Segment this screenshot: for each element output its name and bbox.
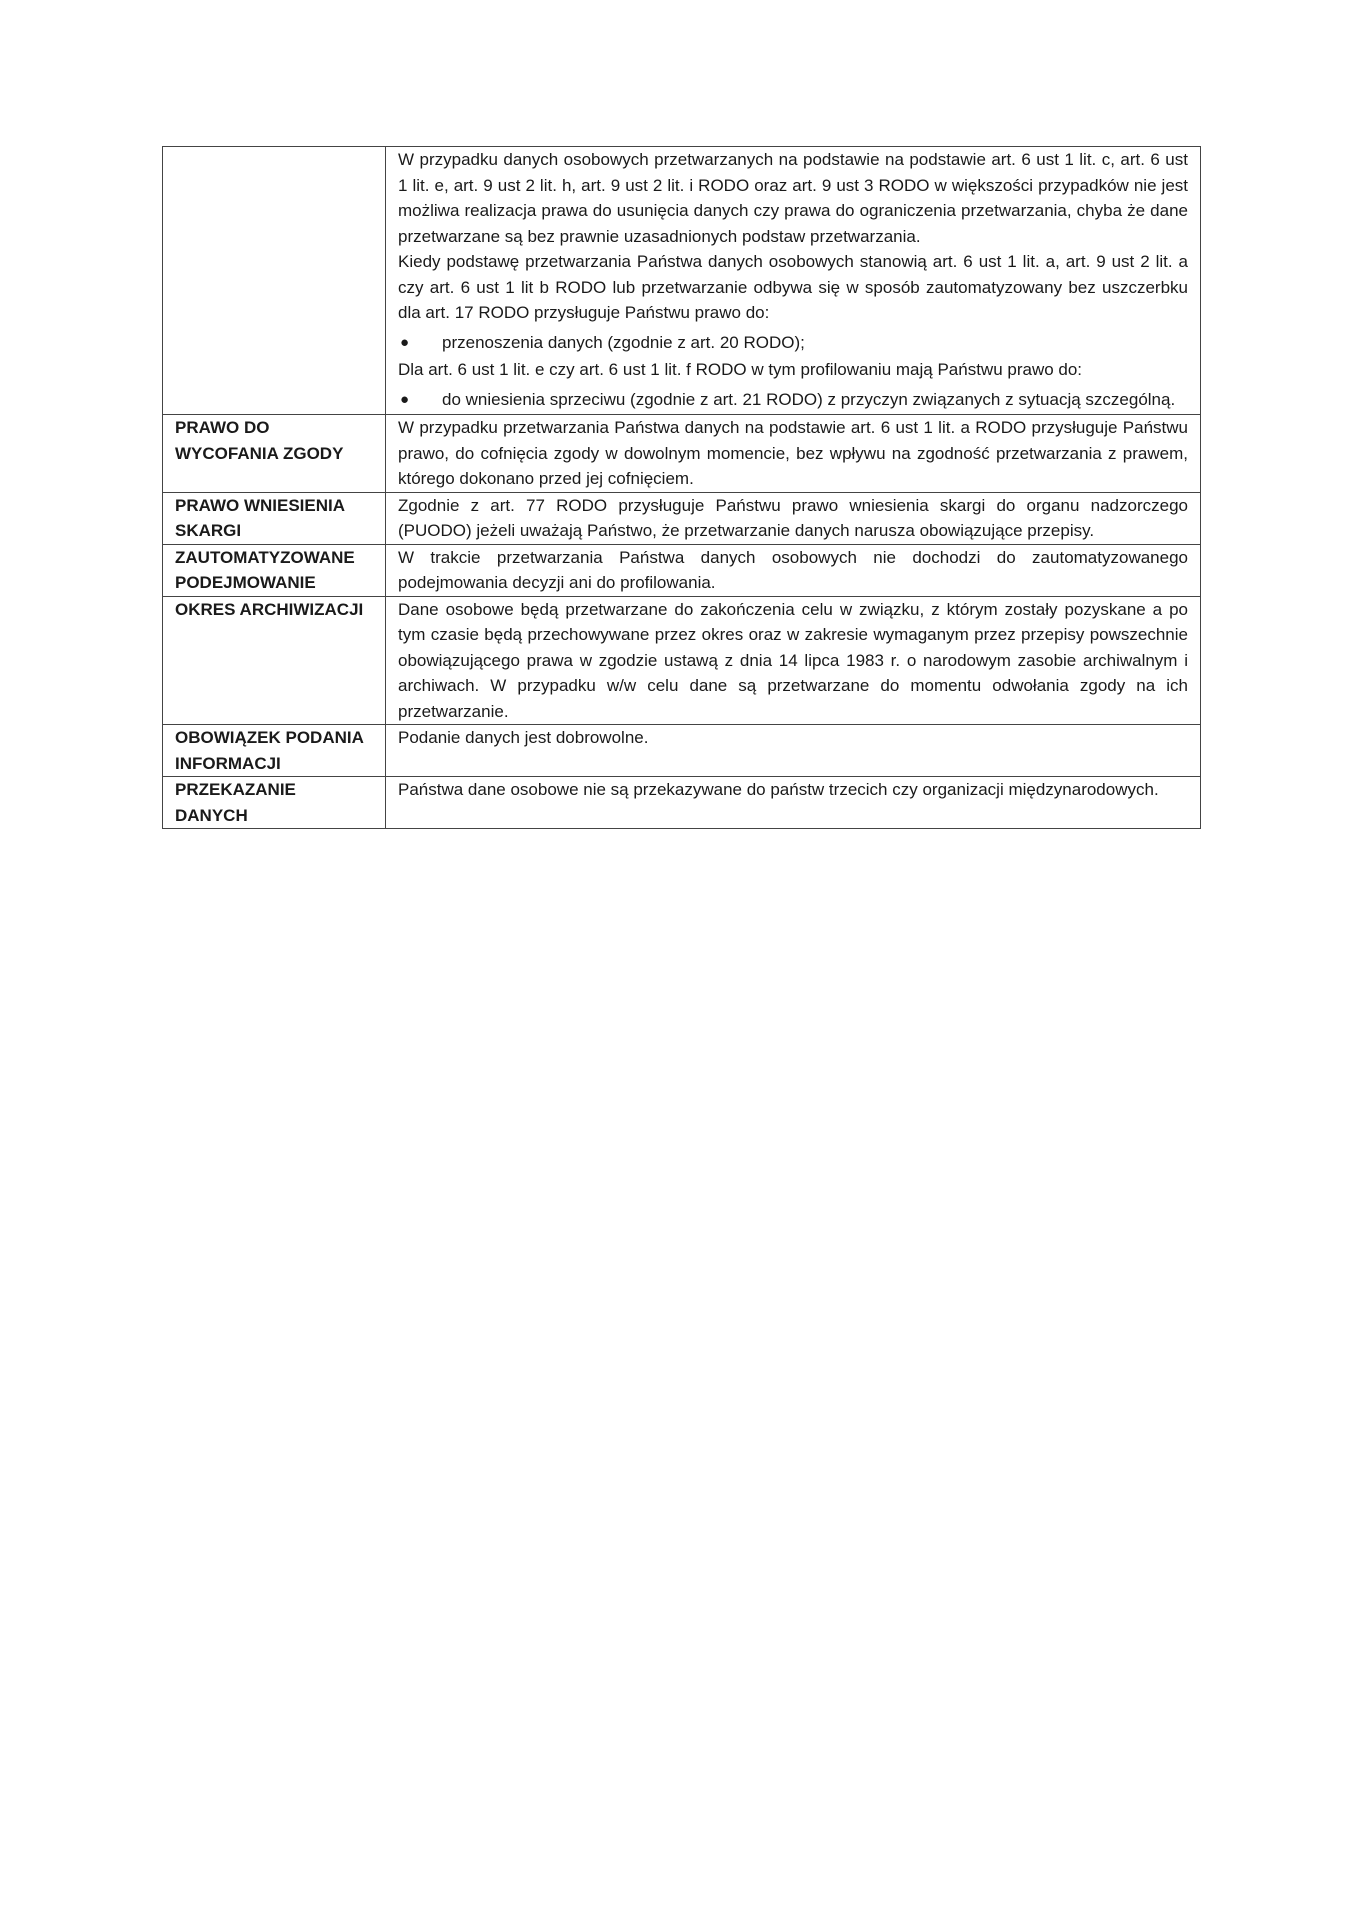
table-row-complaint <box>163 492 1201 544</box>
table-row-data-transfer <box>163 777 1201 829</box>
paragraph-portability-basis: Kiedy podstawę przetwarzania Państwa danych osobowych stanowią art. 6 ust 1 lit. a, art. 9 ust 2 lit. a czy art. 6 ust 1 lit b RODO lub przetwarzanie odbywa się w sposób zautomatyzowany bez uszczerbku dla art. 17 RODO przysługuje Państwu prawo do: <box>398 252 1188 322</box>
row-label: OKRES ARCHIWIZACJI <box>163 596 386 725</box>
row-content: W przypadku przetwarzania Państwa danych na podstawie art. 6 ust 1 lit. a RODO przysługuje Państwu prawo, do cofnięcia zgody w dowolnym momencie, bez wpływu na zgodność przetwarzania z prawem, którego dokonano przed jej cofnięciem. <box>386 415 1201 493</box>
table-row-archiving-period <box>163 596 1201 725</box>
row-label <box>163 147 386 415</box>
row-content: Podanie danych jest dobrowolne. <box>386 725 1201 777</box>
row-content: W trakcie przetwarzania Państwa danych osobowych nie dochodzi do zautomatyzowanego podejmowania decyzji ani do profilowania. <box>386 544 1201 596</box>
table-row-obligation <box>163 725 1201 777</box>
row-label: OBOWIĄZEK PODANIA INFORMACJI <box>163 725 386 777</box>
paragraph-erasure-limitation: W przypadku danych osobowych przetwarzanych na podstawie na podstawie art. 6 ust 1 lit. c, art. 6 ust 1 lit. e, art. 9 ust 2 lit. h, art. 9 ust 2 lit. i RODO oraz art. 9 ust 3 RODO w większości przypadków nie jest możliwa realizacja prawa do usunięcia danych czy prawa do ograniczenia przetwarzania, chyba że dane przetwarzane są bez prawnie uzasadnionych podstaw przetwarzania. <box>398 150 1188 246</box>
row-label: PRAWO DO WYCOFANIA ZGODY <box>163 415 386 493</box>
row-content: Dane osobowe będą przetwarzane do zakończenia celu w związku, z którym zostały pozyskane a po tym czasie będą przechowywane przez okres oraz w zakresie wymaganym przez przepisy powszechnie obowiązującego prawa w zgodzie ustawą z dnia 14 lipca 1983 r. o narodowym zasobie archiwalnym i archiwach. W przypadku w/w celu dane są przetwarzane do momentu odwołania zgody na ich przetwarzanie. <box>386 596 1201 725</box>
bullet-icon: ● <box>400 333 410 351</box>
bullet-text-portability: przenoszenia danych (zgodnie z art. 20 RODO); <box>442 332 805 352</box>
row-content: Państwa dane osobowe nie są przekazywane do państw trzecich czy organizacji międzynarodowych. <box>386 777 1201 829</box>
paragraph-objection-basis: Dla art. 6 ust 1 lit. e czy art. 6 ust 1 lit. f RODO w tym profilowaniu mają Państwu prawo do: <box>398 360 1083 379</box>
row-content <box>386 147 1201 415</box>
row-content: Zgodnie z art. 77 RODO przysługuje Państwu prawo wniesienia skargi do organu nadzorczego (PUODO) jeżeli uważają Państwo, że przetwarzanie danych narusza obowiązujące przepisy. <box>386 492 1201 544</box>
row-label: ZAUTOMATYZOWANE PODEJMOWANIE <box>163 544 386 596</box>
list-item <box>398 387 1188 413</box>
list-item <box>398 330 1188 356</box>
table-row-rights-continued <box>163 147 1201 415</box>
table-row-automated-decisions <box>163 544 1201 596</box>
row-label: PRZEKAZANIE DANYCH <box>163 777 386 829</box>
table-row-consent-withdrawal <box>163 415 1201 493</box>
bullet-icon: ● <box>400 390 410 408</box>
gdpr-info-table <box>162 146 1201 829</box>
bullet-text-objection: do wniesienia sprzeciwu (zgodnie z art. 21 RODO) z przyczyn związanych z sytuacją szczególną. <box>442 389 1176 409</box>
row-label: PRAWO WNIESIENIA SKARGI <box>163 492 386 544</box>
